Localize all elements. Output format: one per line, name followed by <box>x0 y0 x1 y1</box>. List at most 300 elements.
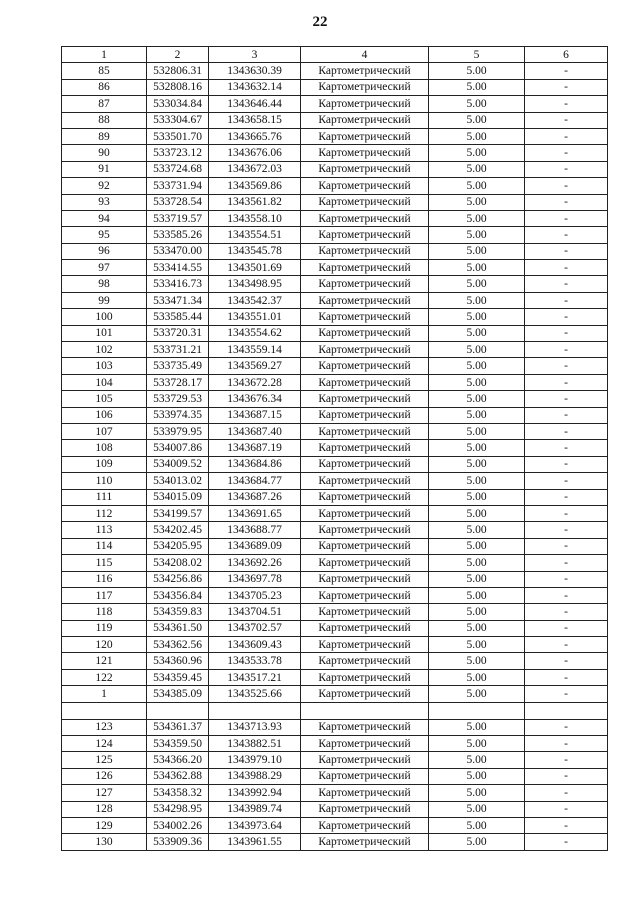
table-cell: - <box>525 358 608 374</box>
table-cell: 534007.86 <box>147 440 209 456</box>
table-cell: 1343687.40 <box>209 423 301 439</box>
table-cell: 1343609.43 <box>209 637 301 653</box>
table-cell: 534361.37 <box>147 719 209 735</box>
table-cell: 534359.45 <box>147 669 209 685</box>
table-cell: 89 <box>62 128 147 144</box>
table-cell: 85 <box>62 63 147 79</box>
table-cell: Картометрический <box>301 801 429 817</box>
table-cell: 1343676.06 <box>209 145 301 161</box>
table-cell: 5.00 <box>429 112 525 128</box>
table-cell: - <box>525 834 608 850</box>
table-cell: 1343672.03 <box>209 161 301 177</box>
table-cell: 1343989.74 <box>209 801 301 817</box>
table-cell: 116 <box>62 571 147 587</box>
table-cell <box>147 702 209 719</box>
table-cell: 534360.96 <box>147 653 209 669</box>
table-cell: Картометрический <box>301 768 429 784</box>
table-cell: 105 <box>62 391 147 407</box>
table-cell: 1343882.51 <box>209 736 301 752</box>
table-cell: Картометрический <box>301 440 429 456</box>
table-row <box>62 260 608 276</box>
table-cell: Картометрический <box>301 489 429 505</box>
table-cell: Картометрический <box>301 785 429 801</box>
table-cell: 533723.12 <box>147 145 209 161</box>
table-row <box>62 227 608 243</box>
table-cell: - <box>525 555 608 571</box>
table-cell: 88 <box>62 112 147 128</box>
table-cell: 96 <box>62 243 147 259</box>
table-row <box>62 292 608 308</box>
table-cell: 91 <box>62 161 147 177</box>
table-cell: 5.00 <box>429 489 525 505</box>
table-cell: 1343665.76 <box>209 128 301 144</box>
table-cell: 533471.34 <box>147 292 209 308</box>
table-row <box>62 161 608 177</box>
table-row <box>62 178 608 194</box>
table-cell: 5.00 <box>429 587 525 603</box>
table-cell: 1343551.01 <box>209 309 301 325</box>
table-cell: - <box>525 161 608 177</box>
table-cell: 5.00 <box>429 817 525 833</box>
table-cell: 5.00 <box>429 768 525 784</box>
table-row <box>62 440 608 456</box>
table-cell: 98 <box>62 276 147 292</box>
table-cell: - <box>525 587 608 603</box>
table-cell: - <box>525 669 608 685</box>
table-cell: 5.00 <box>429 194 525 210</box>
table-row <box>62 342 608 358</box>
table-cell: Картометрический <box>301 653 429 669</box>
table-row <box>62 752 608 768</box>
table-cell: 5.00 <box>429 128 525 144</box>
table-cell: 534009.52 <box>147 456 209 472</box>
table-cell: 534199.57 <box>147 505 209 521</box>
table-cell: Картометрический <box>301 374 429 390</box>
table-cell: Картометрический <box>301 407 429 423</box>
table-cell: 1343676.34 <box>209 391 301 407</box>
table-cell: 5.00 <box>429 391 525 407</box>
table-row <box>62 325 608 341</box>
table-cell: Картометрический <box>301 161 429 177</box>
table-row <box>62 374 608 390</box>
table-cell: 1343979.10 <box>209 752 301 768</box>
table-cell: - <box>525 260 608 276</box>
table-cell: 107 <box>62 423 147 439</box>
table-cell: 124 <box>62 736 147 752</box>
table-cell: 533416.73 <box>147 276 209 292</box>
table-cell: 125 <box>62 752 147 768</box>
table-cell: Картометрический <box>301 686 429 702</box>
table-cell: - <box>525 522 608 538</box>
table-row <box>62 96 608 112</box>
table-cell: 1343517.21 <box>209 669 301 685</box>
table-cell: 100 <box>62 309 147 325</box>
table-cell: 534362.88 <box>147 768 209 784</box>
table-cell: 533585.44 <box>147 309 209 325</box>
table-row <box>62 112 608 128</box>
table-cell: 534002.26 <box>147 817 209 833</box>
table-cell: - <box>525 342 608 358</box>
table-cell: 534208.02 <box>147 555 209 571</box>
table-row <box>62 522 608 538</box>
table-cell: - <box>525 686 608 702</box>
table-cell: 1343992.94 <box>209 785 301 801</box>
table-cell: 534366.20 <box>147 752 209 768</box>
table-cell: - <box>525 505 608 521</box>
table-cell: Картометрический <box>301 637 429 653</box>
table-cell: 122 <box>62 669 147 685</box>
table-cell: 95 <box>62 227 147 243</box>
table-cell: 5.00 <box>429 669 525 685</box>
table-cell: - <box>525 407 608 423</box>
table-cell: 110 <box>62 473 147 489</box>
table-cell: - <box>525 325 608 341</box>
table-cell: 5.00 <box>429 79 525 95</box>
table-cell <box>525 702 608 719</box>
table-cell: - <box>525 440 608 456</box>
table-cell: 5.00 <box>429 358 525 374</box>
table-cell: 1343697.78 <box>209 571 301 587</box>
table-cell <box>62 702 147 719</box>
page-number: 22 <box>312 14 328 30</box>
coordinates-table <box>61 46 608 851</box>
table-cell: 533979.95 <box>147 423 209 439</box>
table-cell: Картометрический <box>301 63 429 79</box>
table-cell: 533724.68 <box>147 161 209 177</box>
table-cell: 534385.09 <box>147 686 209 702</box>
table-cell: - <box>525 752 608 768</box>
table-row <box>62 489 608 505</box>
table-cell: Картометрический <box>301 309 429 325</box>
table-cell: 533731.94 <box>147 178 209 194</box>
table-cell: 5.00 <box>429 325 525 341</box>
table-cell: 5.00 <box>429 736 525 752</box>
table-cell: 5.00 <box>429 227 525 243</box>
table-cell: - <box>525 719 608 735</box>
table-header-row <box>62 47 608 63</box>
header-cell: 4 <box>301 47 429 63</box>
table-cell: 1343973.64 <box>209 817 301 833</box>
table-cell: 87 <box>62 96 147 112</box>
table-cell: 5.00 <box>429 243 525 259</box>
table-cell: 5.00 <box>429 604 525 620</box>
table-cell: 5.00 <box>429 374 525 390</box>
table-cell: 534256.86 <box>147 571 209 587</box>
table-cell: - <box>525 112 608 128</box>
table-cell <box>429 702 525 719</box>
table-cell: 5.00 <box>429 423 525 439</box>
table-cell: 5.00 <box>429 276 525 292</box>
table-cell: Картометрический <box>301 456 429 472</box>
table-cell: 5.00 <box>429 342 525 358</box>
table-cell: Картометрический <box>301 669 429 685</box>
table-cell: 5.00 <box>429 522 525 538</box>
table-row <box>62 407 608 423</box>
table-cell: 1343498.95 <box>209 276 301 292</box>
table-cell: 5.00 <box>429 620 525 636</box>
table-cell: 1343689.09 <box>209 538 301 554</box>
table-row <box>62 128 608 144</box>
table-cell: 1343687.15 <box>209 407 301 423</box>
table-cell: 1343691.65 <box>209 505 301 521</box>
table-row <box>62 391 608 407</box>
table-cell: 1343501.69 <box>209 260 301 276</box>
table-cell: 5.00 <box>429 571 525 587</box>
table-cell: Картометрический <box>301 243 429 259</box>
table-cell: 533720.31 <box>147 325 209 341</box>
table-cell: 93 <box>62 194 147 210</box>
table-row <box>62 456 608 472</box>
table-cell: 121 <box>62 653 147 669</box>
table-row <box>62 473 608 489</box>
table-cell: 5.00 <box>429 96 525 112</box>
table-row <box>62 194 608 210</box>
table-cell: 1343672.28 <box>209 374 301 390</box>
table-row <box>62 669 608 685</box>
table-cell: Картометрический <box>301 538 429 554</box>
table-cell: - <box>525 227 608 243</box>
table-cell: 5.00 <box>429 538 525 554</box>
table-row <box>62 210 608 226</box>
table-cell: 1343569.27 <box>209 358 301 374</box>
table-cell: 1343704.51 <box>209 604 301 620</box>
table-cell: 533501.70 <box>147 128 209 144</box>
table-row <box>62 736 608 752</box>
table-cell: 101 <box>62 325 147 341</box>
table-cell: 533909.36 <box>147 834 209 850</box>
table-cell: Картометрический <box>301 342 429 358</box>
table-cell: 128 <box>62 801 147 817</box>
header-cell: 1 <box>62 47 147 63</box>
table-cell: 5.00 <box>429 505 525 521</box>
table-cell: 1343542.37 <box>209 292 301 308</box>
table-cell: - <box>525 604 608 620</box>
table-cell: 5.00 <box>429 637 525 653</box>
table-cell: 102 <box>62 342 147 358</box>
table-cell: 1343961.55 <box>209 834 301 850</box>
table-cell: 113 <box>62 522 147 538</box>
table-cell: Картометрический <box>301 145 429 161</box>
table-cell: 533304.67 <box>147 112 209 128</box>
table-cell: - <box>525 96 608 112</box>
table-cell: 5.00 <box>429 145 525 161</box>
table-cell: - <box>525 309 608 325</box>
table-cell: 1343558.10 <box>209 210 301 226</box>
table-cell: 90 <box>62 145 147 161</box>
table-cell: - <box>525 620 608 636</box>
table-cell: 5.00 <box>429 456 525 472</box>
table-cell: 99 <box>62 292 147 308</box>
table-cell: 1343687.26 <box>209 489 301 505</box>
table-cell: 5.00 <box>429 801 525 817</box>
table-cell: 5.00 <box>429 834 525 850</box>
table-row <box>62 505 608 521</box>
table-cell: 103 <box>62 358 147 374</box>
table-body <box>62 63 608 850</box>
table-cell: Картометрический <box>301 210 429 226</box>
table-cell: 1343525.66 <box>209 686 301 702</box>
table-cell: 534358.32 <box>147 785 209 801</box>
header-cell: 2 <box>147 47 209 63</box>
table-cell: Картометрический <box>301 358 429 374</box>
table-cell: 534356.84 <box>147 587 209 603</box>
table-row <box>62 637 608 653</box>
table-cell: 533470.00 <box>147 243 209 259</box>
table-cell: Картометрический <box>301 473 429 489</box>
table-cell: - <box>525 145 608 161</box>
table-cell: 1343705.23 <box>209 587 301 603</box>
table-cell: 532808.16 <box>147 79 209 95</box>
table-row <box>62 686 608 702</box>
table-cell: 129 <box>62 817 147 833</box>
table-cell: 1343561.82 <box>209 194 301 210</box>
table-cell: 5.00 <box>429 785 525 801</box>
table-cell: Картометрический <box>301 260 429 276</box>
table-cell: 1343688.77 <box>209 522 301 538</box>
table-cell: 1343646.44 <box>209 96 301 112</box>
table-row <box>62 555 608 571</box>
table-cell: Картометрический <box>301 571 429 587</box>
table-cell: 97 <box>62 260 147 276</box>
table-row <box>62 768 608 784</box>
table-cell: 1 <box>62 686 147 702</box>
table-cell: Картометрический <box>301 112 429 128</box>
table-cell: Картометрический <box>301 505 429 521</box>
table-cell: 534362.56 <box>147 637 209 653</box>
table-cell: 104 <box>62 374 147 390</box>
table-row <box>62 145 608 161</box>
table-row <box>62 423 608 439</box>
table-row <box>62 571 608 587</box>
table-cell: 92 <box>62 178 147 194</box>
table-cell: 534359.50 <box>147 736 209 752</box>
table-cell: 1343632.14 <box>209 79 301 95</box>
table-row <box>62 653 608 669</box>
table-cell: Картометрический <box>301 128 429 144</box>
table-row <box>62 817 608 833</box>
table-cell: 115 <box>62 555 147 571</box>
table-cell: - <box>525 128 608 144</box>
table-cell: Картометрический <box>301 79 429 95</box>
table-row <box>62 587 608 603</box>
table-cell: 533719.57 <box>147 210 209 226</box>
table-row <box>62 620 608 636</box>
table-cell: 1343545.78 <box>209 243 301 259</box>
table-cell: 1343533.78 <box>209 653 301 669</box>
table-cell: Картометрический <box>301 587 429 603</box>
table-cell: 5.00 <box>429 309 525 325</box>
table-cell: 533729.53 <box>147 391 209 407</box>
table-row <box>62 309 608 325</box>
table-cell: - <box>525 456 608 472</box>
table-cell: - <box>525 194 608 210</box>
table-cell: 1343630.39 <box>209 63 301 79</box>
table-cell: 126 <box>62 768 147 784</box>
table-cell: 5.00 <box>429 407 525 423</box>
table-cell: - <box>525 538 608 554</box>
table-cell: 534361.50 <box>147 620 209 636</box>
table-cell: 533974.35 <box>147 407 209 423</box>
table-cell: Картометрический <box>301 719 429 735</box>
table-cell <box>301 702 429 719</box>
table-cell: Картометрический <box>301 522 429 538</box>
table-cell: 1343658.15 <box>209 112 301 128</box>
table-row <box>62 538 608 554</box>
table-row <box>62 702 608 719</box>
table-cell: 1343687.19 <box>209 440 301 456</box>
table-cell: 5.00 <box>429 752 525 768</box>
table-cell: - <box>525 292 608 308</box>
table-cell: Картометрический <box>301 736 429 752</box>
table-cell: 1343684.86 <box>209 456 301 472</box>
table-cell: - <box>525 817 608 833</box>
table-cell: - <box>525 785 608 801</box>
table-cell: 534202.45 <box>147 522 209 538</box>
table-cell: 5.00 <box>429 555 525 571</box>
table-cell: 5.00 <box>429 473 525 489</box>
table-cell: 5.00 <box>429 686 525 702</box>
table-cell: 534015.09 <box>147 489 209 505</box>
table-row <box>62 358 608 374</box>
table-row <box>62 719 608 735</box>
table-cell: Картометрический <box>301 817 429 833</box>
table-cell: Картометрический <box>301 194 429 210</box>
table-cell: 1343692.26 <box>209 555 301 571</box>
table-cell: 1343702.57 <box>209 620 301 636</box>
table-cell: 534205.95 <box>147 538 209 554</box>
table-cell: - <box>525 63 608 79</box>
table-cell: 1343988.29 <box>209 768 301 784</box>
table-cell: 533735.49 <box>147 358 209 374</box>
table-cell: - <box>525 276 608 292</box>
table-cell: - <box>525 374 608 390</box>
table-cell: - <box>525 801 608 817</box>
table-row <box>62 79 608 95</box>
table-cell: - <box>525 79 608 95</box>
table-cell: 533728.17 <box>147 374 209 390</box>
table-cell: 533585.26 <box>147 227 209 243</box>
table-cell: 532806.31 <box>147 63 209 79</box>
table-cell: - <box>525 489 608 505</box>
table-cell: 533728.54 <box>147 194 209 210</box>
table-row <box>62 63 608 79</box>
header-cell: 6 <box>525 47 608 63</box>
table-cell: 533034.84 <box>147 96 209 112</box>
table-cell: - <box>525 391 608 407</box>
table-cell: 1343554.51 <box>209 227 301 243</box>
table-cell: Картометрический <box>301 292 429 308</box>
table-cell: - <box>525 243 608 259</box>
table-cell: 1343684.77 <box>209 473 301 489</box>
table-cell: 109 <box>62 456 147 472</box>
table-cell: Картометрический <box>301 325 429 341</box>
table-cell: 114 <box>62 538 147 554</box>
table-cell: Картометрический <box>301 423 429 439</box>
table-cell: Картометрический <box>301 178 429 194</box>
table-cell: 533414.55 <box>147 260 209 276</box>
table-cell: 5.00 <box>429 63 525 79</box>
table-cell: - <box>525 736 608 752</box>
table-cell: 123 <box>62 719 147 735</box>
table-cell: - <box>525 571 608 587</box>
table-cell: Картометрический <box>301 276 429 292</box>
table-cell: 5.00 <box>429 161 525 177</box>
table-cell: 1343713.93 <box>209 719 301 735</box>
table-cell: 106 <box>62 407 147 423</box>
table-cell: - <box>525 637 608 653</box>
table-cell: 118 <box>62 604 147 620</box>
table-cell: 1343554.62 <box>209 325 301 341</box>
